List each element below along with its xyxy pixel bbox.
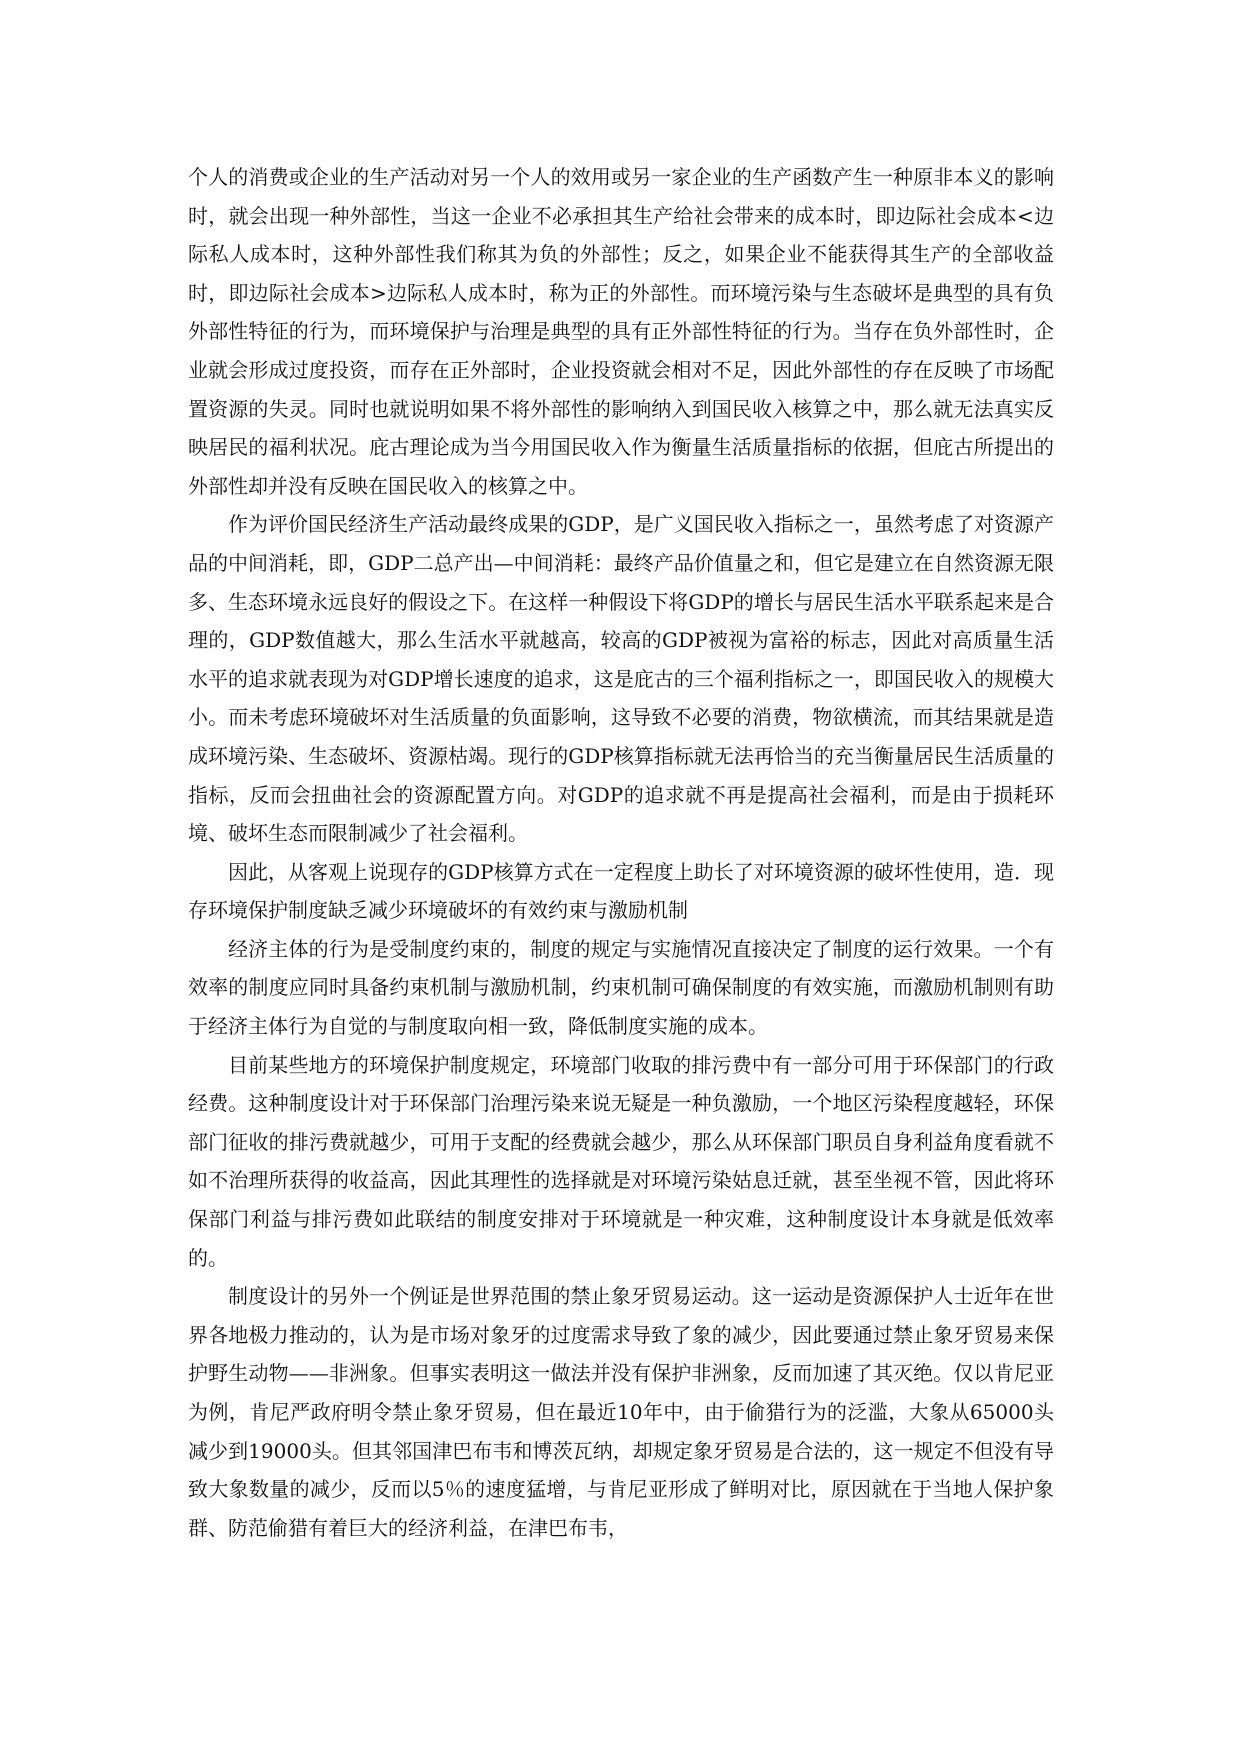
paragraph-environmental-regulation: 目前某些地方的环境保护制度规定，环境部门收取的排污费中有一部分可用于环保部门的行政经费。这种制度设计对于环保部门治理污染来说无疑是一种负激励，一个地区污染程度越轻，环保部门征收的排污费就越少，可用于支配的经费就会越少，那么从环保部门职员自身利益角度看就不如不治理所获得的收益高，因此其理性的选择就是对环境污染姑息迁就，甚至坐视不管，因此将环保部门利益与排污费如此联结的制度安排对于环境就是一种灾难，这种制度设计本身就是低效率的。 xyxy=(188,1052,1054,1270)
paragraph-externality: 个人的消费或企业的生产活动对另一个人的效用或另一家企业的生产函数产生一种原非本义的影响时，就会出现一种外部性，当这一企业不必承担其生产给社会带来的成本时，即边际社会成本<边际私人成本时，这种外部性我们称其为负的外部性；反之，如果企业不能获得其生产的全部收益时，即边际社会成本>边际私人成本时，称为正的外部性。而环境污染与生态破坏是典型的具有负外部性特征的行为，而环境保护与治理是典型的具有正外部性特征的行为。当存在负外部性时，企业就会形成过度投资，而存在正外部时，企业投资就会相对不足，因此外部性的存在反映了市场配置资源的失灵。同时也就说明如果不将外部性的影响纳入到国民收入核算之中，那么就无法真实反映居民的福利状况。庇古理论成为当今用国民收入作为衡量生活质量指标的依据，但庇古所提出的外部性却并没有反映在国民收入的核算之中。 xyxy=(188,165,1054,498)
paragraph-gdp-evaluation: 作为评价国民经济生产活动最终成果的GDP，是广义国民收入指标之一，虽然考虑了对资源产品的中间消耗，即，GDP二总产出—中间消耗：最终产品价值量之和，但它是建立在自然资源无限多、生态环境永远良好的假设之下。在这样一种假设下将GDP的增长与居民生活水平联系起来是合理的，GDP数值越大，那么生活水平就越高，较高的GDP被视为富裕的标志，因此对高质量生活水平的追求就表现为对GDP增长速度的追求，这是庇古的三个福利指标之一，即国民收入的规模大小。而未考虑环境破坏对生活质量的负面影响，这导致不必要的消费，物欲横流，而其结果就是造成环境污染、生态破坏、资源枯竭。现行的GDP核算指标就无法再恰当的充当衡量居民生活质量的指标，反而会扭曲社会的资源配置方向。对GDP的追求就不再是提高社会福利，而是由于损耗环境、破坏生态而限制减少了社会福利。 xyxy=(188,512,1054,846)
paragraph-institutional-constraint: 经济主体的行为是受制度约束的，制度的规定与实施情况直接决定了制度的运行效果。一个有效率的制度应同时具备约束机制与激励机制，约束机制可确保制度的有效实施，而激励机制则有助于经济主体行为自觉的与制度取向相一致，降低制度实施的成本。 xyxy=(188,936,1054,1039)
paragraph-ivory-trade: 制度设计的另外一个例证是世界范围的禁止象牙贸易运动。这一运动是资源保护人士近年在世界各地极力推动的，认为是市场对象牙的过度需求导致了象的减少，因此要通过禁止象牙贸易来保护野生动物——非洲象。但事实表明这一做法并没有保护非洲象，反而加速了其灭绝。仅以肯尼亚为例，肯尼严政府明令禁止象牙贸易，但在最近10年中，由于偷猎行为的泛滥，大象从65000头减少到19000头。但其邻国津巴布韦和博茨瓦纳，却规定象牙贸易是合法的，这一规定不但没有导致大象数量的减少，反而以5％的速度猛增，与肯尼亚形成了鲜明对比，原因就在于当地人保护象群、防范偷猎有着巨大的经济利益，在津巴布韦， xyxy=(188,1284,1054,1540)
paragraph-gdp-accounting: 因此，从客观上说现存的GDP核算方式在一定程度上助长了对环境资源的破坏性使用，造．现存环境保护制度缺乏减少环境破坏的有效约束与激励机制 xyxy=(188,859,1054,923)
document-page xyxy=(188,158,1054,1547)
